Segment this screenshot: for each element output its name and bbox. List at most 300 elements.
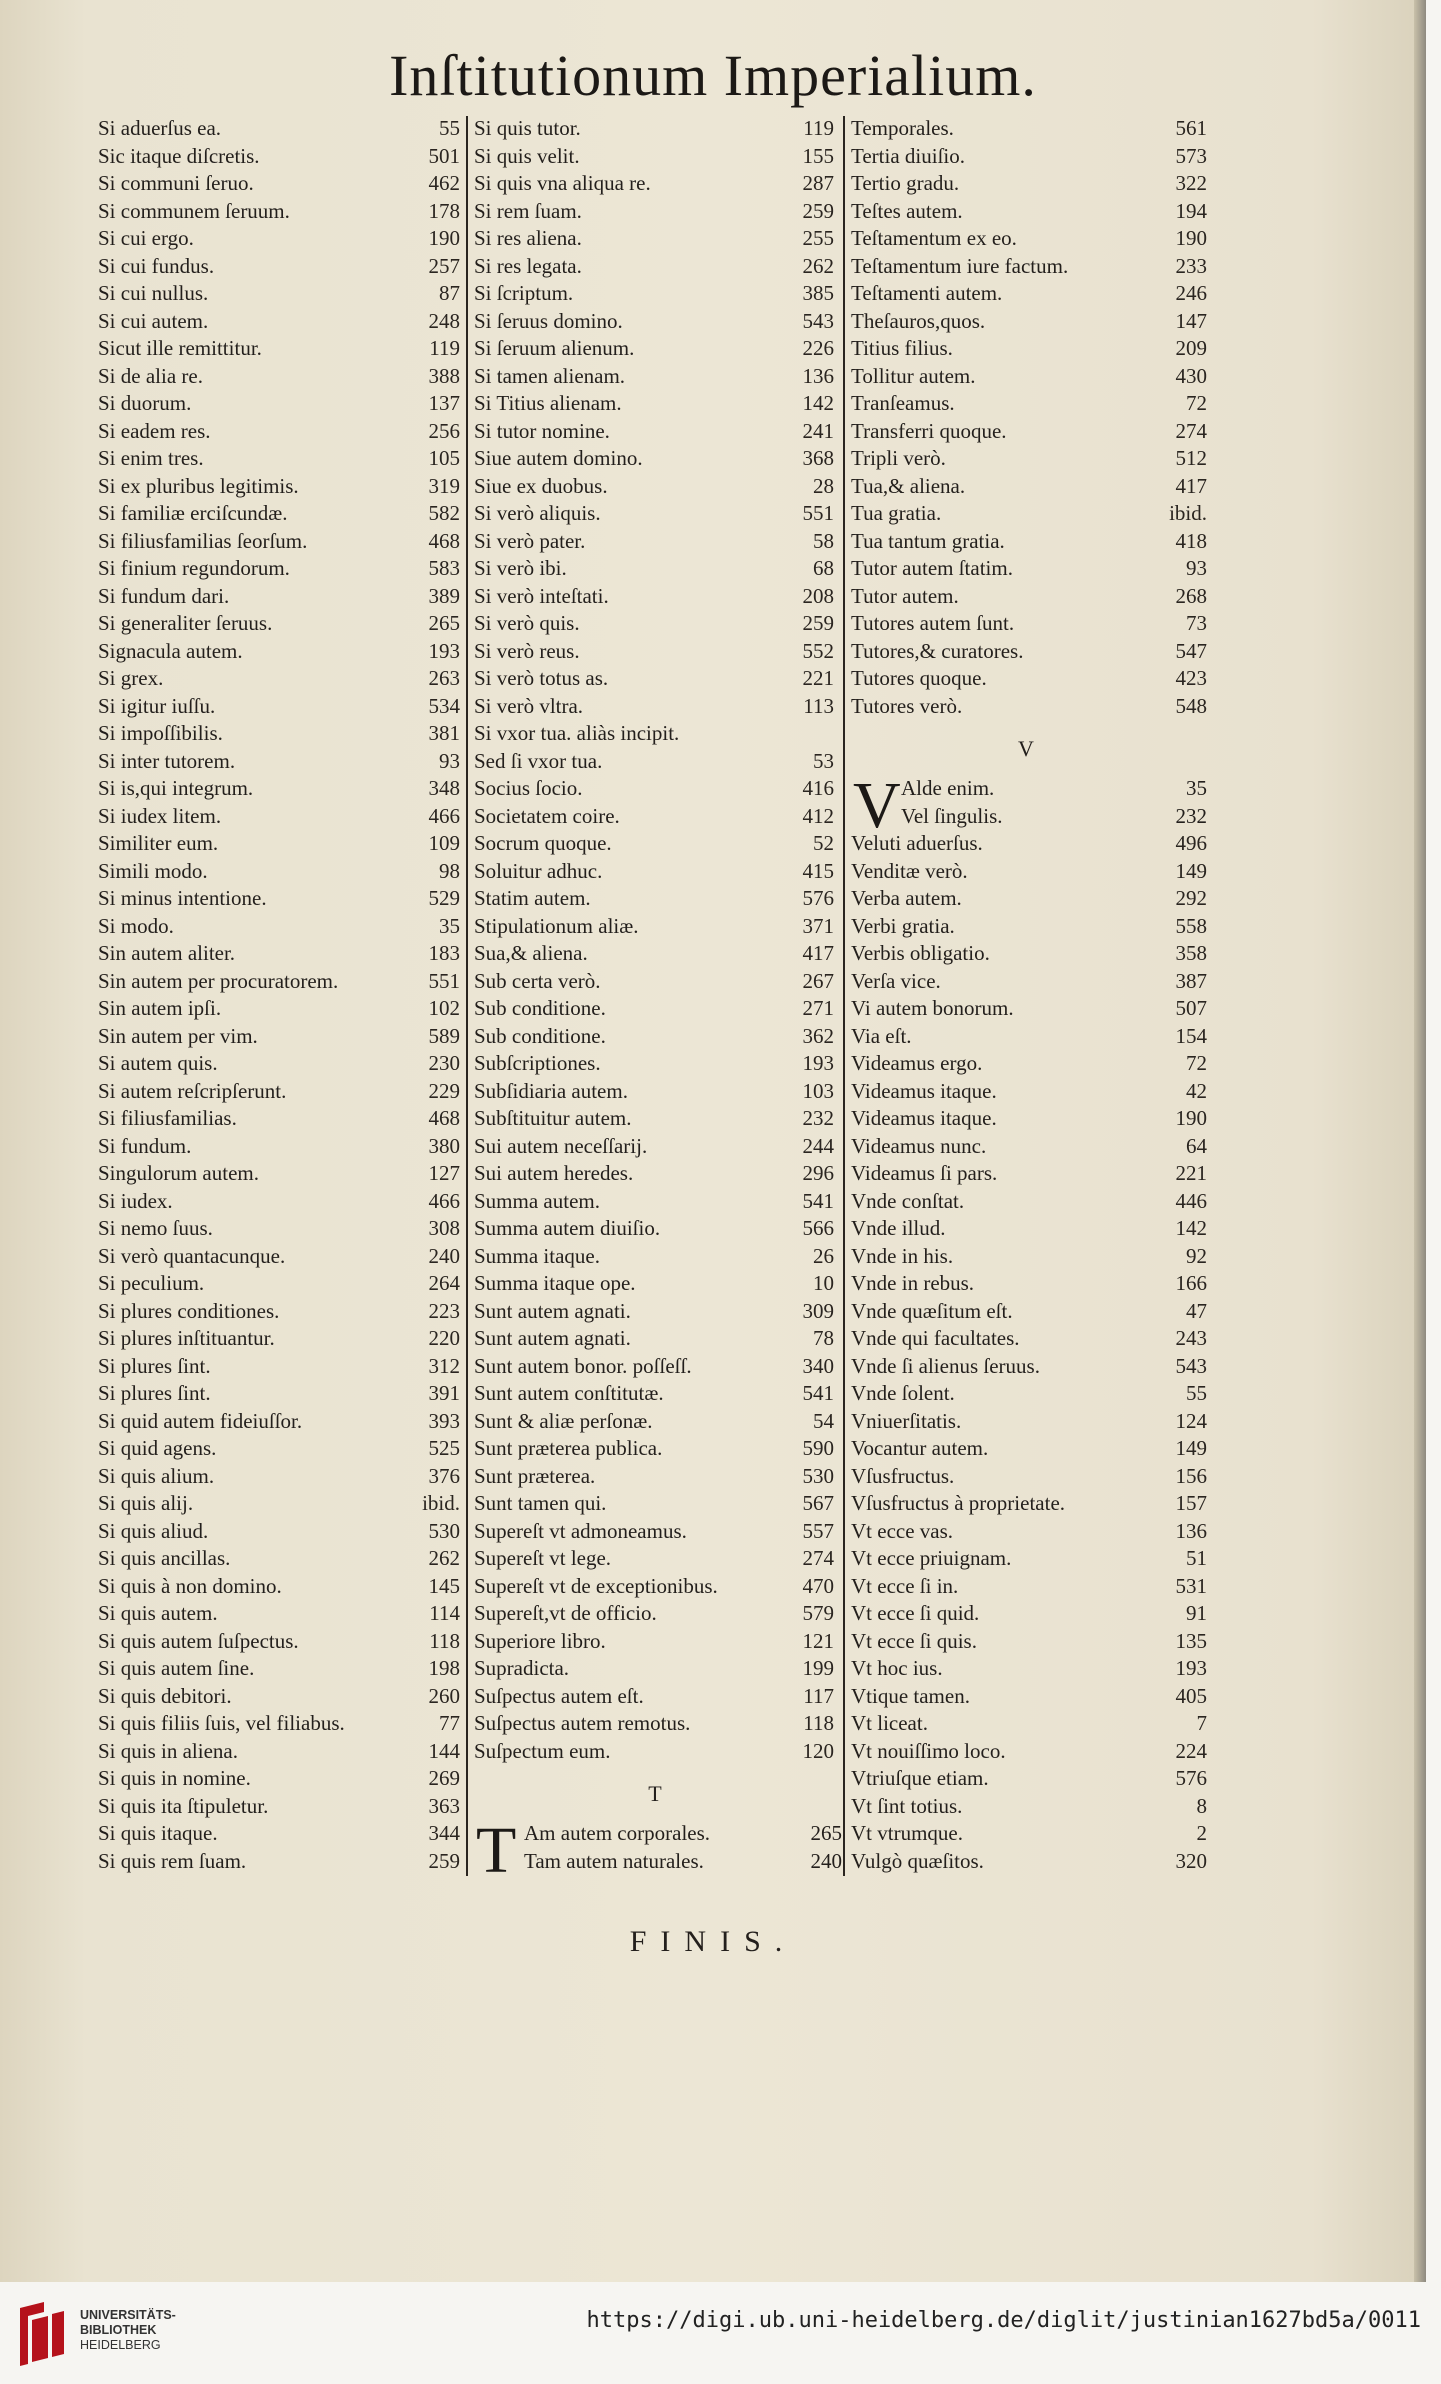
- entry-text: Si familiæ erciſcundæ.: [98, 501, 288, 525]
- index-entry: [845, 1271, 1207, 1299]
- entry-page-number: 292: [1175, 886, 1207, 910]
- entry-text: Subſidiaria autem.: [474, 1078, 628, 1103]
- entry-text: Socius ſocio.: [474, 776, 583, 800]
- index-entry: [468, 144, 842, 172]
- index-entry: [845, 1436, 1207, 1464]
- index-entry: [845, 529, 1207, 557]
- entry-text: Si verò quis.: [474, 611, 580, 635]
- entry-text: Sin autem per vim.: [98, 1023, 258, 1048]
- index-entry: [468, 1161, 842, 1189]
- index-entry: [468, 1271, 842, 1299]
- entry-text: Si communem ſeruum.: [98, 198, 290, 223]
- index-entry: [98, 1436, 468, 1464]
- index-entry: [98, 886, 468, 914]
- entry-text: Suſpectus autem eſt.: [474, 1683, 644, 1708]
- index-entry: [98, 611, 468, 639]
- entry-text: Si fundum.: [98, 1133, 192, 1158]
- entry-text: Si grex.: [98, 666, 164, 690]
- entry-page-number: 193: [802, 1051, 834, 1075]
- index-entry: [98, 1271, 468, 1299]
- index-entry: [845, 1574, 1207, 1602]
- entry-page-number: 529: [428, 886, 460, 910]
- entry-page-number: 119: [803, 116, 834, 140]
- entry-text: Vt ecce ſi in.: [851, 1573, 959, 1598]
- entry-text: Sin autem aliter.: [98, 941, 236, 965]
- entry-page-number: 248: [428, 308, 460, 333]
- entry-page-number: 53: [813, 748, 834, 773]
- entry-text: Tutores verò.: [851, 693, 963, 718]
- entry-page-number: 127: [428, 1161, 460, 1185]
- entry-page-number: 363: [428, 1793, 460, 1818]
- index-entry: [98, 1711, 468, 1739]
- entry-text: Stipulationum aliæ.: [474, 913, 639, 938]
- index-entry: [845, 969, 1207, 997]
- entry-page-number: 149: [1175, 1436, 1207, 1460]
- index-entry: [468, 1024, 842, 1052]
- entry-page-number: 496: [1175, 831, 1207, 855]
- entry-text: Videamus ergo.: [851, 1051, 983, 1075]
- index-entry: [468, 666, 842, 694]
- entry-text: Tutor autem.: [851, 583, 959, 608]
- entry-text: Via eſt.: [851, 1023, 912, 1048]
- entry-page-number: 255: [802, 226, 834, 250]
- entry-text: Simili modo.: [98, 858, 208, 883]
- index-entry: [845, 776, 1207, 804]
- index-entry: [845, 1794, 1207, 1822]
- entry-text: Vnde illud.: [851, 1216, 946, 1240]
- entry-page-number: 144: [428, 1738, 460, 1763]
- index-entry: [468, 1629, 842, 1657]
- entry-page-number: 530: [802, 1463, 834, 1488]
- entry-text: Sui autem heredes.: [474, 1161, 634, 1185]
- entry-text: Si cui nullus.: [98, 281, 209, 305]
- entry-text: Subſcriptiones.: [474, 1051, 601, 1075]
- index-entry: [98, 694, 468, 722]
- entry-text: Si quid autem fideiuſſor.: [98, 1408, 303, 1433]
- index-entry: [845, 1051, 1207, 1079]
- entry-page-number: 389: [428, 583, 460, 608]
- entry-text: Statim autem.: [474, 886, 591, 910]
- entry-text: Teſtes autem.: [851, 198, 963, 223]
- entry-text: Supereſt vt lege.: [474, 1546, 612, 1570]
- entry-text: Summa itaque ope.: [474, 1271, 636, 1295]
- index-entry: [468, 1409, 842, 1437]
- index-column-2: [466, 116, 842, 1887]
- entry-page-number: 264: [428, 1271, 460, 1295]
- index-entry: [468, 281, 842, 309]
- entry-text: Tertia diuiſio.: [851, 143, 966, 168]
- entry-text: Si quis autem ſuſpectus.: [98, 1628, 299, 1653]
- entry-page-number: 548: [1175, 693, 1207, 718]
- entry-page-number: 117: [803, 1683, 834, 1708]
- entry-text: Tutores quoque.: [851, 666, 987, 690]
- entry-text: Si quis velit.: [474, 143, 580, 168]
- entry-page-number: 319: [428, 473, 460, 498]
- entry-text: Sicut ille remittitur.: [98, 336, 262, 360]
- index-entry: [98, 501, 468, 529]
- letter-section-heading: V: [1018, 736, 1034, 761]
- entry-text: Si quis debitori.: [98, 1683, 232, 1708]
- entry-text: Si quis autem.: [98, 1601, 218, 1625]
- entry-text: Si ex pluribus legitimis.: [98, 473, 299, 498]
- index-entry: [845, 1821, 1207, 1849]
- entry-text: Vtriuſque etiam.: [851, 1766, 989, 1790]
- index-entry: [845, 996, 1207, 1024]
- entry-page-number: 226: [802, 336, 834, 360]
- index-entry: [98, 1216, 468, 1244]
- index-entry: [98, 776, 468, 804]
- entry-page-number: 118: [803, 1711, 834, 1735]
- entry-page-number: 257: [428, 253, 460, 278]
- index-entry: [468, 1849, 842, 1877]
- entry-page-number: 525: [428, 1436, 460, 1460]
- index-entry: [845, 1546, 1207, 1574]
- entry-page-number: 113: [803, 693, 834, 718]
- entry-text: Si rem ſuam.: [474, 198, 582, 223]
- index-entry: [468, 1656, 842, 1684]
- entry-text: Si quis aliud.: [98, 1518, 209, 1543]
- index-entry: [845, 1134, 1207, 1162]
- entry-page-number: 52: [813, 831, 834, 855]
- entry-text: Tollitur autem.: [851, 363, 976, 388]
- index-entry: [98, 1024, 468, 1052]
- entry-text: Si cui autem.: [98, 308, 209, 333]
- index-entry: [98, 171, 468, 199]
- entry-page-number: 388: [428, 363, 460, 388]
- entry-text: Sub conditione.: [474, 996, 606, 1020]
- index-entry: [845, 1656, 1207, 1684]
- index-entry: [98, 1189, 468, 1217]
- index-entry: [98, 1849, 468, 1877]
- entry-page-number: 193: [1175, 1656, 1207, 1680]
- entry-page-number: 558: [1175, 913, 1207, 938]
- entry-page-number: 468: [428, 1106, 460, 1130]
- index-entry: [98, 584, 468, 612]
- entry-text: Vt nouiſſimo loco.: [851, 1738, 1006, 1763]
- entry-text: Si nemo ſuus.: [98, 1216, 213, 1240]
- entry-page-number: 265: [428, 611, 460, 635]
- entry-text: Subſtituitur autem.: [474, 1106, 632, 1130]
- entry-text: Tua tantum gratia.: [851, 528, 1005, 553]
- entry-text: Si communi ſeruo.: [98, 171, 254, 195]
- entry-page-number: 136: [1175, 1518, 1207, 1543]
- entry-page-number: 190: [1175, 226, 1207, 250]
- university-library-logo-icon: [14, 2298, 70, 2370]
- index-entry: [468, 199, 842, 227]
- entry-page-number: 371: [802, 913, 834, 938]
- entry-page-number: 259: [428, 1848, 460, 1873]
- index-entry: [468, 529, 842, 557]
- entry-text: Sunt autem bonor. poſſeſſ.: [474, 1353, 692, 1378]
- entry-page-number: 405: [1175, 1683, 1207, 1708]
- index-entry: [98, 144, 468, 172]
- initial-capital: T: [476, 1814, 517, 1887]
- entry-page-number: 124: [1175, 1408, 1207, 1433]
- index-entry: [98, 1244, 468, 1272]
- index-entry: [468, 501, 842, 529]
- entry-text: Si de alia re.: [98, 363, 203, 388]
- index-entry: [468, 831, 842, 859]
- index-entry: [845, 1354, 1207, 1382]
- index-entry: [845, 1409, 1207, 1437]
- entry-page-number: 576: [1175, 1766, 1207, 1790]
- entry-text: Si filiusfamilias.: [98, 1106, 237, 1130]
- entry-text: Si finium regundorum.: [98, 556, 290, 580]
- index-entry: [468, 1574, 842, 1602]
- index-entry: [98, 1464, 468, 1492]
- entry-text: Si quis in aliena.: [98, 1738, 238, 1763]
- entry-page-number: 145: [428, 1573, 460, 1598]
- index-entry: [845, 446, 1207, 474]
- index-entry: [845, 226, 1207, 254]
- index-entry: [845, 1739, 1207, 1767]
- entry-text: Vnde in his.: [851, 1243, 954, 1268]
- entry-text: Superiore libro.: [474, 1628, 606, 1653]
- entry-text: Sunt autem agnati.: [474, 1326, 631, 1350]
- index-entry: [468, 1381, 842, 1409]
- entry-page-number: 271: [802, 996, 834, 1020]
- entry-page-number: 551: [428, 968, 460, 993]
- entry-page-number: 98: [439, 858, 460, 883]
- index-entry: [845, 1079, 1207, 1107]
- entry-page-number: 462: [428, 171, 460, 195]
- entry-page-number: 64: [1186, 1133, 1207, 1158]
- entry-page-number: 51: [1186, 1546, 1207, 1570]
- entry-text: Alde enim.: [901, 776, 995, 800]
- entry-page-number: 55: [1186, 1381, 1207, 1405]
- index-entry: [468, 1106, 842, 1134]
- entry-page-number: 240: [810, 1848, 842, 1873]
- index-entry: [98, 1134, 468, 1162]
- entry-text: Si generaliter ſeruus.: [98, 611, 273, 635]
- entry-text: Titius filius.: [851, 336, 953, 360]
- index-entry: [845, 886, 1207, 914]
- entry-text: Sed ſi vxor tua.: [474, 748, 603, 773]
- entry-text: Teſtamenti autem.: [851, 281, 1003, 305]
- entry-text: Si quis in nomine.: [98, 1766, 251, 1790]
- entry-page-number: 312: [428, 1353, 460, 1378]
- entry-text: Verſa vice.: [851, 968, 941, 993]
- entry-text: Si verò pater.: [474, 528, 586, 553]
- index-entry: [468, 171, 842, 199]
- entry-page-number: 412: [802, 803, 834, 828]
- index-entry: [845, 171, 1207, 199]
- library-name: [80, 2308, 176, 2353]
- index-entry: [845, 804, 1207, 832]
- index-entry: [468, 639, 842, 667]
- initial-capital-block: [845, 769, 1207, 842]
- index-entry: [845, 199, 1207, 227]
- initial-capital-block: [468, 1814, 842, 1887]
- entry-text: Societatem coire.: [474, 803, 620, 828]
- index-entry: [98, 666, 468, 694]
- entry-text: Si verò aliquis.: [474, 501, 601, 525]
- index-entry: [98, 1106, 468, 1134]
- entry-page-number: 265: [810, 1821, 842, 1845]
- index-entry: [98, 1739, 468, 1767]
- entry-page-number: 269: [428, 1766, 460, 1790]
- index-entry: [98, 1299, 468, 1327]
- index-entry: [845, 914, 1207, 942]
- entry-page-number: 541: [802, 1188, 834, 1213]
- index-entry: [468, 1299, 842, 1327]
- index-entry: [468, 1711, 842, 1739]
- entry-text: Si cui ergo.: [98, 226, 194, 250]
- entry-page-number: 268: [1175, 583, 1207, 608]
- entry-page-number: 501: [428, 143, 460, 168]
- entry-text: Si plures conditiones.: [98, 1298, 280, 1323]
- entry-page-number: 102: [428, 996, 460, 1020]
- entry-text: Si tutor nomine.: [474, 418, 610, 443]
- index-entry: [98, 1546, 468, 1574]
- entry-page-number: 344: [428, 1821, 460, 1845]
- index-entry: [845, 1849, 1207, 1877]
- entry-page-number: 232: [1175, 803, 1207, 828]
- index-entry: [845, 1381, 1207, 1409]
- entry-page-number: 589: [428, 1023, 460, 1048]
- index-entry: [98, 721, 468, 749]
- index-entry: [98, 1381, 468, 1409]
- entry-page-number: 262: [428, 1546, 460, 1570]
- entry-text: Supereſt vt admoneamus.: [474, 1518, 687, 1543]
- entry-page-number: 91: [1186, 1601, 1207, 1625]
- entry-text: Tranſeamus.: [851, 391, 955, 415]
- entry-page-number: 246: [1175, 281, 1207, 305]
- entry-text: Vt ecce vas.: [851, 1518, 954, 1543]
- entry-page-number: 93: [1186, 556, 1207, 580]
- index-entry: [845, 1684, 1207, 1712]
- entry-text: Vtique tamen.: [851, 1683, 970, 1708]
- index-entry: [98, 996, 468, 1024]
- source-url-link[interactable]: https://digi.ub.uni-heidelberg.de/diglit/justinian1627bd5a/0011: [586, 2308, 1421, 2333]
- index-entry: [468, 309, 842, 337]
- entry-page-number: 418: [1175, 528, 1207, 553]
- index-entry: [468, 914, 842, 942]
- index-entry: [845, 501, 1207, 529]
- entry-page-number: 109: [428, 831, 460, 855]
- index-entry: [468, 611, 842, 639]
- entry-text: Sic itaque diſcretis.: [98, 143, 260, 168]
- index-entry: [845, 1189, 1207, 1217]
- index-entry: [468, 1354, 842, 1382]
- entry-text: Si peculium.: [98, 1271, 205, 1295]
- entry-text: Si duorum.: [98, 391, 192, 415]
- entry-text: Tutores,& curatores.: [851, 638, 1024, 663]
- entry-text: Vſusfructus à proprietate.: [851, 1491, 1066, 1515]
- entry-text: Summa autem diuiſio.: [474, 1216, 661, 1240]
- index-entry: [845, 364, 1207, 392]
- index-entry: [98, 391, 468, 419]
- entry-page-number: 120: [802, 1738, 834, 1763]
- index-entry: [98, 1051, 468, 1079]
- entry-text: Si eadem res.: [98, 418, 211, 443]
- library-name-line3: HEIDELBERG: [80, 2338, 161, 2352]
- entry-page-number: 507: [1175, 996, 1207, 1020]
- entry-text: Sua,& aliena.: [474, 941, 588, 965]
- entry-page-number: 178: [428, 198, 460, 223]
- entry-text: Vſusfructus.: [851, 1463, 955, 1488]
- entry-text: Si quis filiis ſuis, vel filiabus.: [98, 1711, 345, 1735]
- index-entry: [845, 1766, 1207, 1794]
- entry-text: Verbis obligatio.: [851, 941, 990, 965]
- entry-text: Vnde qui facultates.: [851, 1326, 1020, 1350]
- entry-page-number: 259: [802, 611, 834, 635]
- entry-page-number: 287: [802, 171, 834, 195]
- index-entry: [468, 1436, 842, 1464]
- entry-text: Si verò quantacunque.: [98, 1243, 286, 1268]
- entry-page-number: 136: [802, 363, 834, 388]
- entry-text: Si quis vna aliqua re.: [474, 171, 651, 195]
- index-entry: [845, 1161, 1207, 1189]
- index-entry: [468, 749, 842, 777]
- initial-capital: V: [853, 769, 901, 842]
- index-entry: [468, 969, 842, 997]
- index-entry: [468, 364, 842, 392]
- entry-page-number: 73: [1186, 611, 1207, 635]
- index-entry: [98, 1794, 468, 1822]
- index-entry: [845, 1711, 1207, 1739]
- index-entry: [98, 116, 468, 144]
- index-entry: [98, 226, 468, 254]
- index-entry: [98, 1491, 468, 1519]
- entry-page-number: 530: [428, 1518, 460, 1543]
- entry-page-number: 166: [1175, 1271, 1207, 1295]
- entry-page-number: 10: [813, 1271, 834, 1295]
- entry-page-number: 368: [802, 446, 834, 470]
- index-entry: [845, 144, 1207, 172]
- entry-page-number: 466: [428, 803, 460, 828]
- index-entry: [468, 1684, 842, 1712]
- entry-page-number: 267: [802, 968, 834, 993]
- entry-page-number: 387: [1175, 968, 1207, 993]
- entry-text: Sub conditione.: [474, 1023, 606, 1048]
- index-entry: [468, 336, 842, 364]
- index-entry: [98, 941, 468, 969]
- index-entry: [845, 281, 1207, 309]
- index-entry: [468, 1739, 842, 1767]
- entry-page-number: 190: [1175, 1106, 1207, 1130]
- entry-page-number: 241: [802, 418, 834, 443]
- entry-page-number: 68: [813, 556, 834, 580]
- entry-page-number: 468: [428, 528, 460, 553]
- entry-page-number: 322: [1175, 171, 1207, 195]
- entry-text: Si ſeruus domino.: [474, 308, 623, 333]
- index-entry: [468, 721, 842, 749]
- entry-page-number: 534: [428, 693, 460, 718]
- entry-page-number: 274: [802, 1546, 834, 1570]
- index-entry: [845, 1326, 1207, 1354]
- index-entry: [468, 804, 842, 832]
- entry-page-number: 567: [802, 1491, 834, 1515]
- entry-page-number: 47: [1186, 1298, 1207, 1323]
- entry-page-number: 576: [802, 886, 834, 910]
- entry-page-number: 157: [1175, 1491, 1207, 1515]
- entry-text: Si quis autem ſine.: [98, 1656, 255, 1680]
- entry-text: Si quis rem ſuam.: [98, 1848, 247, 1873]
- index-entry: [98, 309, 468, 337]
- entry-text: Vnde in rebus.: [851, 1271, 975, 1295]
- entry-text: Vnde quæſitum eſt.: [851, 1298, 1013, 1323]
- index-entry: [98, 281, 468, 309]
- index-entry: [98, 419, 468, 447]
- index-entry: [98, 1326, 468, 1354]
- entry-page-number: 340: [802, 1353, 834, 1378]
- index-entry: [98, 1354, 468, 1382]
- entry-text: Si aduerſus ea.: [98, 116, 222, 140]
- index-entry: [98, 1161, 468, 1189]
- entry-page-number: 224: [1175, 1738, 1207, 1763]
- entry-text: Supereſt,vt de officio.: [474, 1601, 657, 1625]
